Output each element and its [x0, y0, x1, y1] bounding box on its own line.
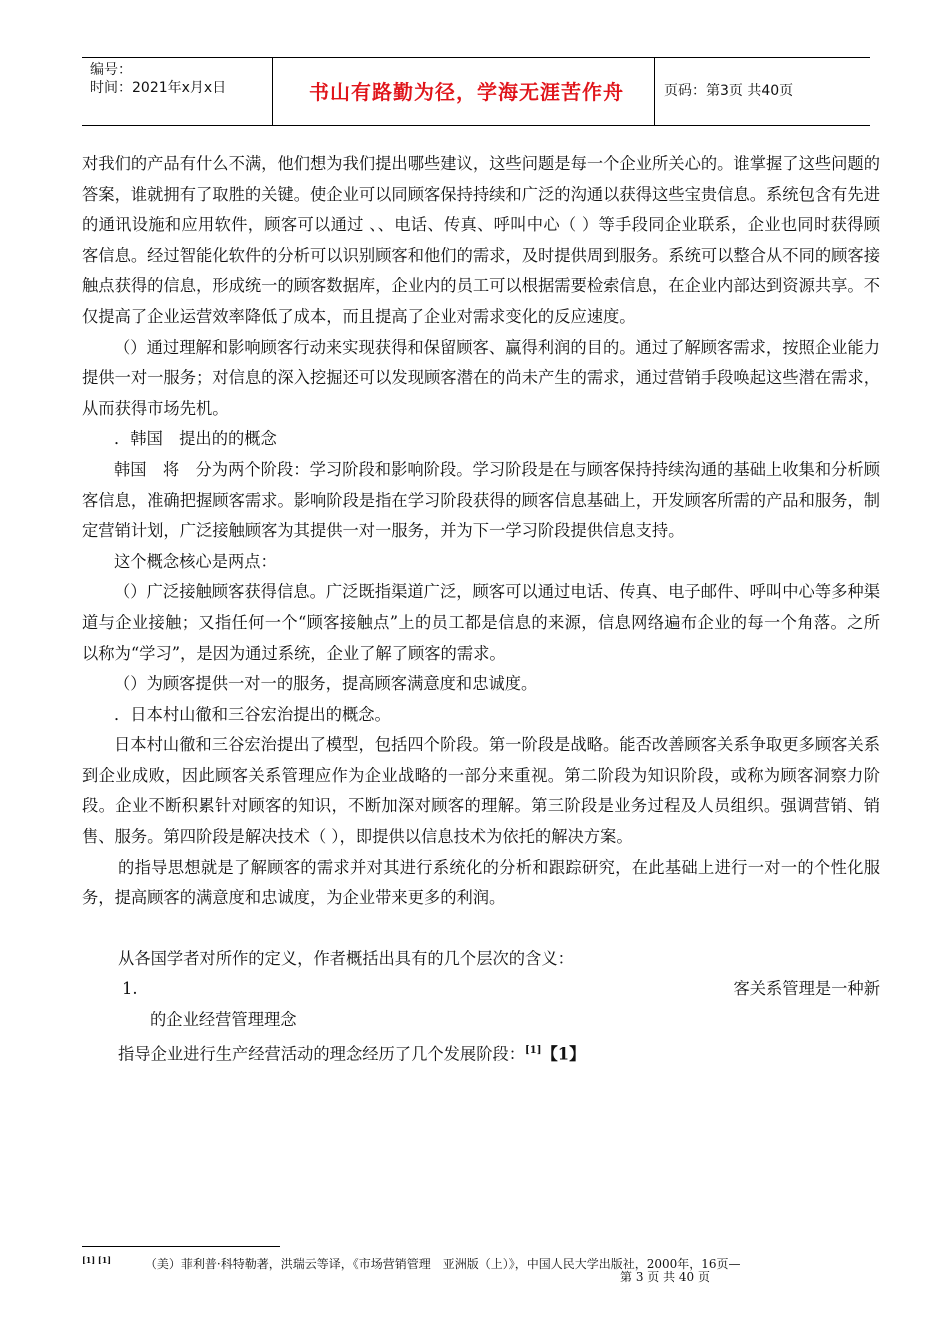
enum-text-right: 客关系管理是一种新 [733, 979, 880, 999]
header-divider [654, 58, 655, 125]
footnote-ref-bracket[interactable]: 【1】 [541, 1044, 586, 1064]
header-page-label: 页码：第3页 共40页 [664, 83, 794, 99]
paragraph: （）为顾客提供一对一的服务，提高顾客满意度和忠诚度。 [114, 674, 538, 694]
footnote-divider [82, 1246, 280, 1247]
spacer [82, 914, 880, 944]
paragraph: 日本村山徹和三谷宏治提出了模型，包括四个阶段。第一阶段是战略。能否改善顾客关系争取更多顾客关系到企业成败，因此顾客关系管理应作为企业战略的一部分来重视。第二阶段为知识阶段，或称为顾客洞察力阶段。企业不断积累针对顾客的知识，不断加深对顾客的理解。第三阶段是业务过程及人员组织。强调营销、销售、服务。第四阶段是解决技术（ ），即提供以信息技术为依托的解决方案。 [82, 735, 880, 847]
paragraph-with-ref [82, 1036, 880, 1070]
paragraph: 这个概念核心是两点： [114, 551, 277, 571]
header-divider [272, 58, 273, 125]
section-heading: ．韩国 提出的的概念 [114, 429, 277, 449]
paragraph-text: 指导企业进行生产经营活动的理念经历了几个发展阶段： [118, 1044, 526, 1064]
paragraph: （）广泛接触顾客获得信息。广泛既指渠道广泛，顾客可以通过电话、传真、电子邮件、呼叫中心等多种渠道与企业接触；又指任何一个“顾客接触点”上的员工都是信息的来源，信息网络遍布企业的每一个角落。之所以称为“学习”，是因为通过系统，企业了解了顾客的需求。 [82, 582, 880, 663]
section-heading: ．日本村山徹和三谷宏治提出的概念。 [114, 704, 391, 724]
footnote [82, 1252, 882, 1272]
paragraph: 从各国学者对所作的定义，作者概括出具有的几个层次的含义： [118, 948, 574, 968]
enumerated-item [82, 974, 880, 1005]
page-number: 第 3 页 共 40 页 [620, 1270, 710, 1284]
enum-number: 1. [122, 979, 138, 999]
document-body [82, 149, 880, 1070]
enum-continuation: 的企业经营管理理念 [150, 1010, 297, 1030]
paragraph: 对我们的产品有什么不满，他们想为我们提出哪些建议，这些问题是每一个企业所关心的。谁掌握了这些问题的答案，谁就拥有了取胜的关键。使企业可以同顾客保持持续和广泛的沟通以获得这些宝贵信息。系统包含有先进的通讯设施和应用软件，顾客可以通过 、、电话、传真、呼叫中心（ ）等手段同企业联系，企业也同时获得顾客信息。经过智能化软件的分析可以识别顾客和他们的需求，及时提供周到服务。系统可以整合从不同的顾客接触点获得的信息，形成统一的顾客数据库，企业内的员工可以根据需要检索信息，在企业内部达到资源共享。不仅提高了企业运营效率降低了成本，而且提高了企业对需求变化的反应速度。 [82, 154, 880, 326]
document-number-label: 编号： [90, 62, 132, 78]
paragraph: 韩国 将 分为两个阶段：学习阶段和影响阶段。学习阶段是在与顾客保持持续沟通的基础上收集和分析顾客信息，准确把握顾客需求。影响阶段是指在学习阶段获得的顾客信息基础上，开发顾客所需的产品和服务，制定营销计划，广泛接触顾客为其提供一对一服务，并为下一学习阶段提供信息支持。 [82, 459, 880, 541]
footnote-marker: [1] [1] [82, 1255, 112, 1265]
document-time-label: 时间：2021年x月x日 [90, 80, 227, 96]
paragraph: 的指导思想就是了解顾客的需求并对其进行系统化的分析和跟踪研究，在此基础上进行一对一的个性化服务，提高顾客的满意度和忠诚度，为企业带来更多的利润。 [82, 857, 880, 908]
footnote-ref[interactable]: [1] [525, 1044, 542, 1056]
header-motto: 书山有路勤为径，学海无涯苦作舟 [309, 80, 624, 104]
header-meta [90, 61, 226, 97]
page-header [82, 57, 870, 126]
footnote-text: （美）菲利普·科特勒著，洪瑞云等译，《市场营销管理 亚洲版（上）》，中国人民大学出版社，2000年，16页— [144, 1257, 741, 1271]
paragraph: （）通过理解和影响顾客行动来实现获得和保留顾客、赢得利润的目的。通过了解顾客需求，按照企业能力提供一对一服务；对信息的深入挖掘还可以发现顾客潜在的尚未产生的需求，通过营销手段唤起这些潜在需求，从而获得市场先机。 [82, 337, 880, 418]
